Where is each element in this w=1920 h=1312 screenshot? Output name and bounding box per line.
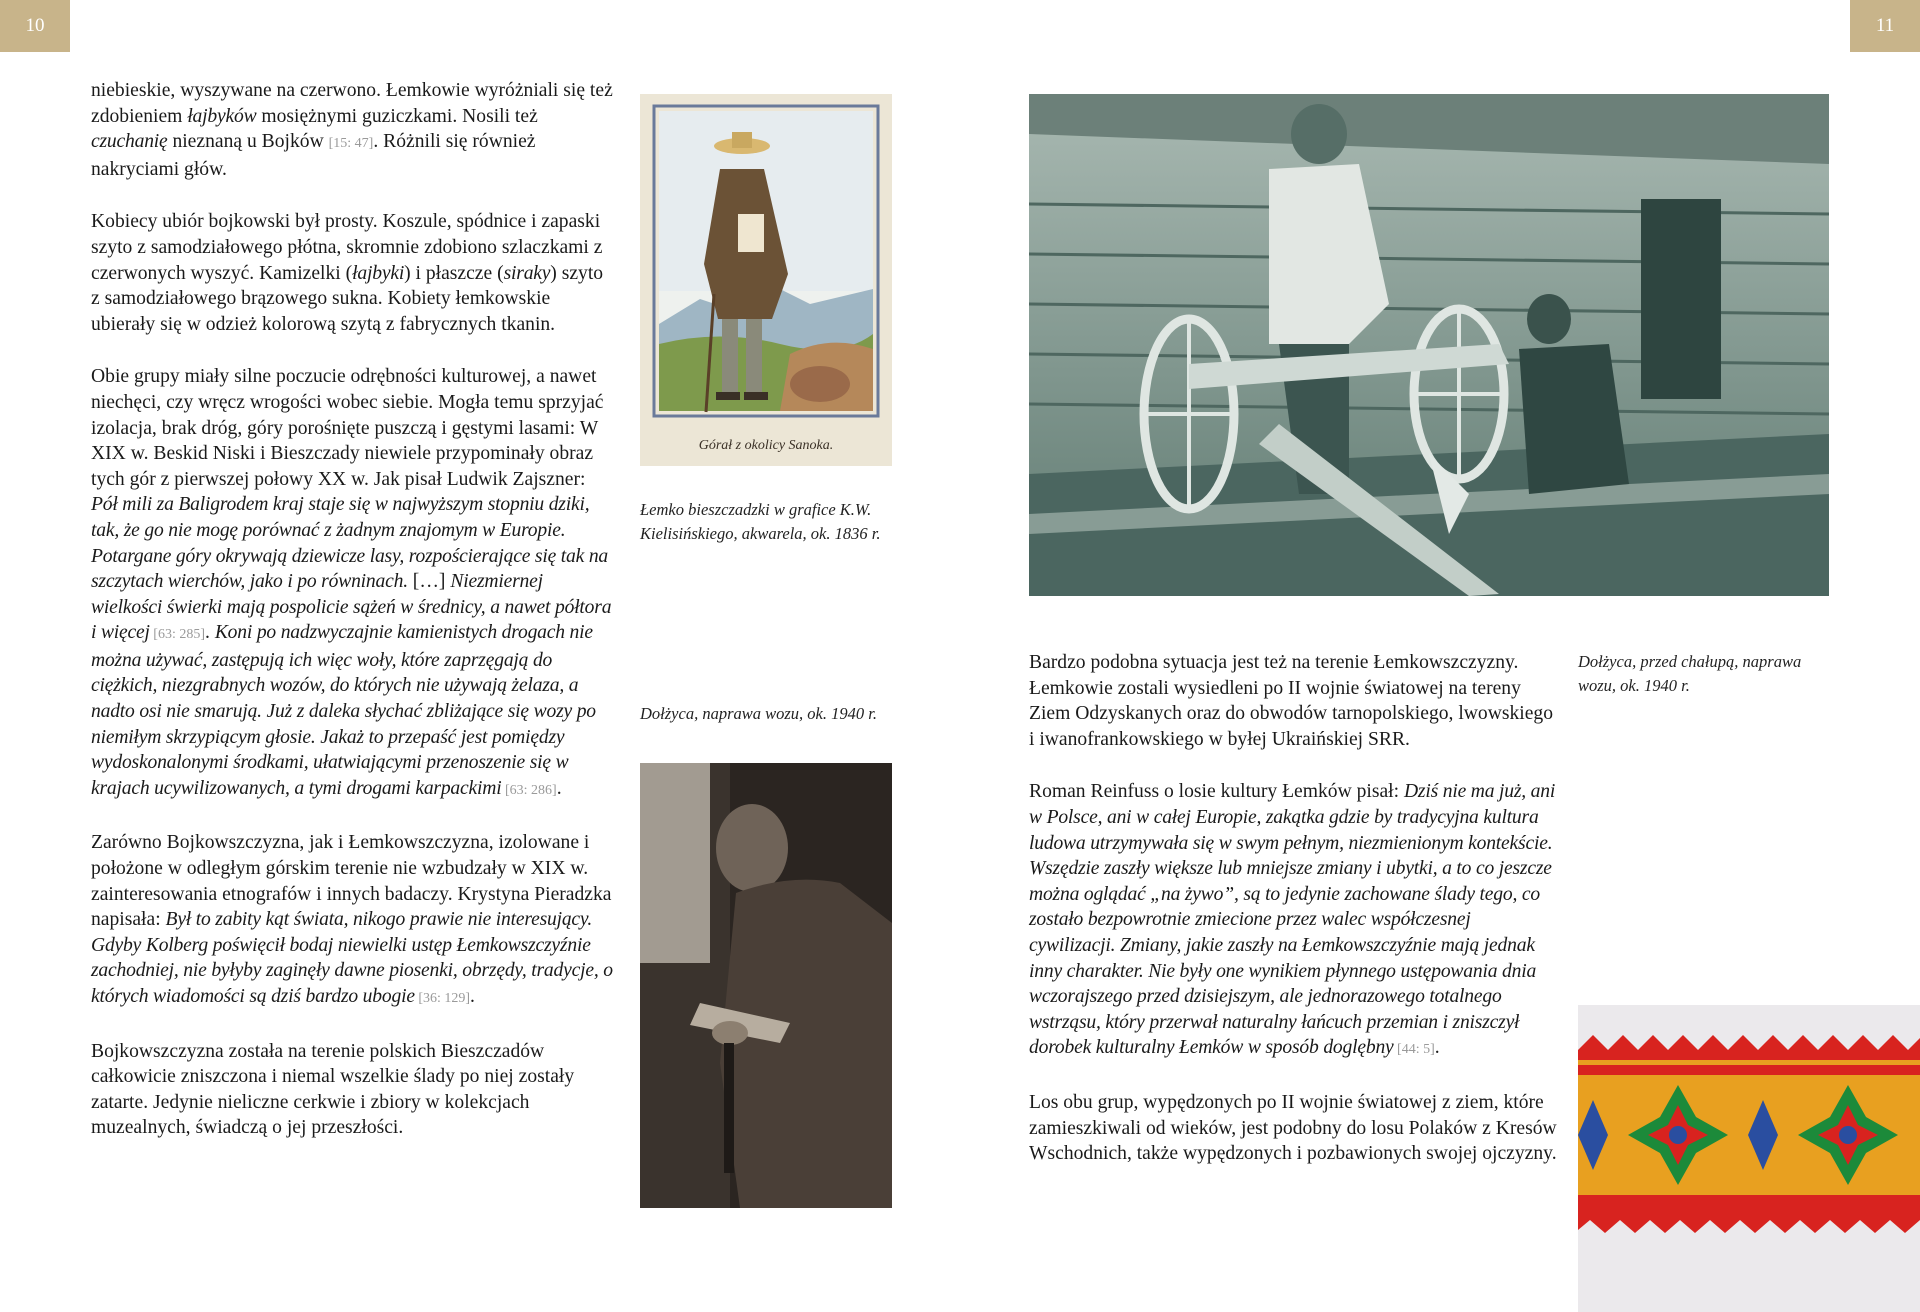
quote: Niezmiernej wielkości świerki mają pospolicie sążeń w średnicy, a nawet półtora i więcej — [91, 571, 612, 644]
text-run: Kobiecy ubiór bojkowski był prosty. Koszule, spódnice i zapaski szyto z samodziałowego płótna, skromnie zdobiono szlaczkami z czerwonych wyszyć. Kamizelki ( — [91, 211, 603, 284]
page-number-left — [0, 0, 70, 52]
text-run: nieznaną u Bojków — [167, 131, 329, 153]
text-run: Roman Reinfuss o losie kultury Łemków pisał: — [1029, 781, 1404, 803]
citation-ref: [36: 129] — [414, 991, 471, 1006]
paragraph — [91, 364, 613, 803]
caption-text: Łemko bieszczadzki w grafice K.W. Kielisińskiego, akwarela, ok. 1836 r. — [640, 500, 881, 543]
paragraph — [1029, 779, 1559, 1063]
text-run: . — [556, 777, 562, 799]
text-run: Obie grupy miały silne poczucie odrębności kulturowej, a nawet niechęci, czy wręcz wrogości wobec siebie. Mogła temu sprzyjać izolacja, brak dróg, góry porośnięte puszczą i gęstymi lasami: W XIX w. Beskid Niski i Bieszczady niewiele przypominały obraz tych gór z pierwszej połowy XX w. Jak pisał Ludwik Zajszner: — [91, 366, 604, 490]
citation-ref: [44: 5] — [1393, 1042, 1435, 1058]
large-photo-caption — [1578, 650, 1818, 698]
photo-illustration — [640, 763, 892, 1208]
quote: Był to zabity kąt świata, nikogo prawie nie interesujący. Gdyby Kolberg poświęcił bodaj niewielki ustęp Łemkowszczyźnie zachodniej, nie byłyby zaginęły dawne piosenki, obrzędy, tradycje, o których wiadomości są dziś bardzo ubogie — [91, 909, 613, 1007]
left-text-column — [91, 78, 613, 1168]
paragraph: Bojkowszczyzna została na terenie polskich Bieszczadów całkowicie zniszczona i niemal wszelkie ślady po niej zostały zatarte. Jedynie nieliczne cerkwie i zbiory w kolekcjach muzealnych, świadczą o jej przeszłości. — [91, 1040, 575, 1139]
caption-text: Dołżyca, przed chałupą, naprawa wozu, ok. 1940 r. — [1578, 652, 1802, 695]
paragraph — [91, 830, 613, 1011]
page-number-left-text: 10 — [25, 15, 45, 36]
citation-ref: [15: 47] — [328, 136, 374, 152]
italic-term: czuchanię — [91, 131, 168, 153]
italic-term: łajbyki — [352, 262, 405, 284]
paragraph — [91, 78, 613, 182]
quote: Dziś nie ma już, ani w Polsce, ani w całej Europie, zakątka gdzie by tradycyjna kultura ludowa utrzymywała się w swym pełnym, niezmienionym kontekście. Wszędzie zaszły większe lub mniejsze zmiany i ubytki, a to co jeszcze można oglądać „na żywo”, są to jedynie zachowane ślady tego, co zostało bezpowrotnie zmiecione przez walec współczesnej cywilizacji. Zmiany, jakie zaszły na Łemkowszczyźnie mają jednak inny charakter. Nie były one wynikiem płynnego ustępowania dnia wczorajszego przed dzisiejszym, ale jednorazowego totalnego wstrząsu, który przerwał naturalny łańcuch przemian i zniszczył dorobek kulturalny Łemków w sposób doglębny — [1029, 781, 1556, 1059]
text-run: Zarówno Bojkowszczyzna, jak i Łemkowszczyzna, izolowane i położone w odległym górskim terenie nie wzbudzały w XIX w. zainteresowania etnografów i innych badaczy. Krystyna Pieradzka napisała: — [91, 832, 612, 931]
text-run: . Różnili się również nakryciami głów. — [91, 131, 536, 180]
text-run: niebieskie, wyszywane na czerwono. Łemkowie wyróżniali się też zdobieniem — [91, 80, 613, 127]
painting-illustration — [640, 94, 892, 466]
photo-man-repairing — [640, 763, 892, 1208]
paragraph: Los obu grup, wypędzonych po II wojnie światowej z ziem, które zamieszkiwali od wieków, jest podobny do losu Polaków z Kresów Wschodnich, także wypędzonych i pozbawionych swojej ojczyzny. — [1029, 1091, 1557, 1165]
right-text-column — [1029, 650, 1559, 1194]
painting-caption — [640, 498, 885, 546]
painting-inscription: Górał z okolicy Sanoka. — [698, 438, 834, 453]
italic-term: łajbyków — [187, 105, 257, 127]
photo-embroidery — [1578, 1005, 1920, 1312]
paragraph: Bardzo podobna sytuacja jest też na terenie Łemkowszczyzny. Łemkowie zostali wysiedleni po II wojnie światowej na tereny Ziem Odzyskanych oraz do obwodów tarnopolskiego, lwowskiego i iwanofrankowskiego w byłej Ukraińskiej SRR. — [1029, 652, 1554, 750]
text-run: . — [470, 986, 475, 1007]
caption-text: Dołżyca, naprawa wozu, ok. 1940 r. — [640, 704, 877, 723]
text-run: mosiężnymi guziczkami. Nosili też — [256, 105, 538, 127]
text-run: ) szyto z samodziałowego brązowego sukna. Kobiety łemkowskie ubierały się w odzież kolorową szytą z fabrycznych tkanin. — [91, 262, 604, 335]
small-photo-caption — [640, 702, 900, 726]
italic-term: siraky — [503, 262, 551, 284]
photo-cart-repair — [1029, 94, 1829, 596]
page-number-right — [1850, 0, 1920, 52]
embroidery-illustration — [1578, 1005, 1920, 1312]
photo-illustration — [1029, 94, 1829, 596]
paragraph — [91, 209, 613, 337]
text-run: […] — [407, 571, 451, 593]
watercolour-painting — [640, 94, 892, 466]
page-number-right-text: 11 — [1875, 15, 1895, 36]
citation-ref: [63: 285] — [149, 627, 206, 643]
quote: Koni po nadzwyczajnie kamienistych drogach nie można używać, zastępują ich więc woły, które zaprzęgają do ciężkich, niezgrabnych wozów, do których nie używają żelaza, a nadto osi nie smarują. Już z daleka słychać zbliżające się wozy po niemiłym skrzypiącym głosie. Jakaż to przepaść jest pomiędzy wydoskonalonymi środkami, ułatwiającymi przenoszenie się w krajach ucywilizowanych, a tymi drogami karpackimi — [91, 622, 596, 799]
text-run: . — [1434, 1037, 1440, 1059]
quote: Pół mili za Baligrodem kraj staje się w najwyższym stopniu dziki, tak, że go nie mogę porównać z żadnym znajomym w Europie. Potargane góry okrywają dziewicze lasy, rozpościerające się tak na szczytach wierchów, jako i po równinach. — [91, 494, 609, 593]
text-run: . — [205, 622, 215, 644]
citation-ref: [63: 286] — [501, 782, 557, 798]
text-run: ) i płaszcze ( — [404, 262, 504, 284]
